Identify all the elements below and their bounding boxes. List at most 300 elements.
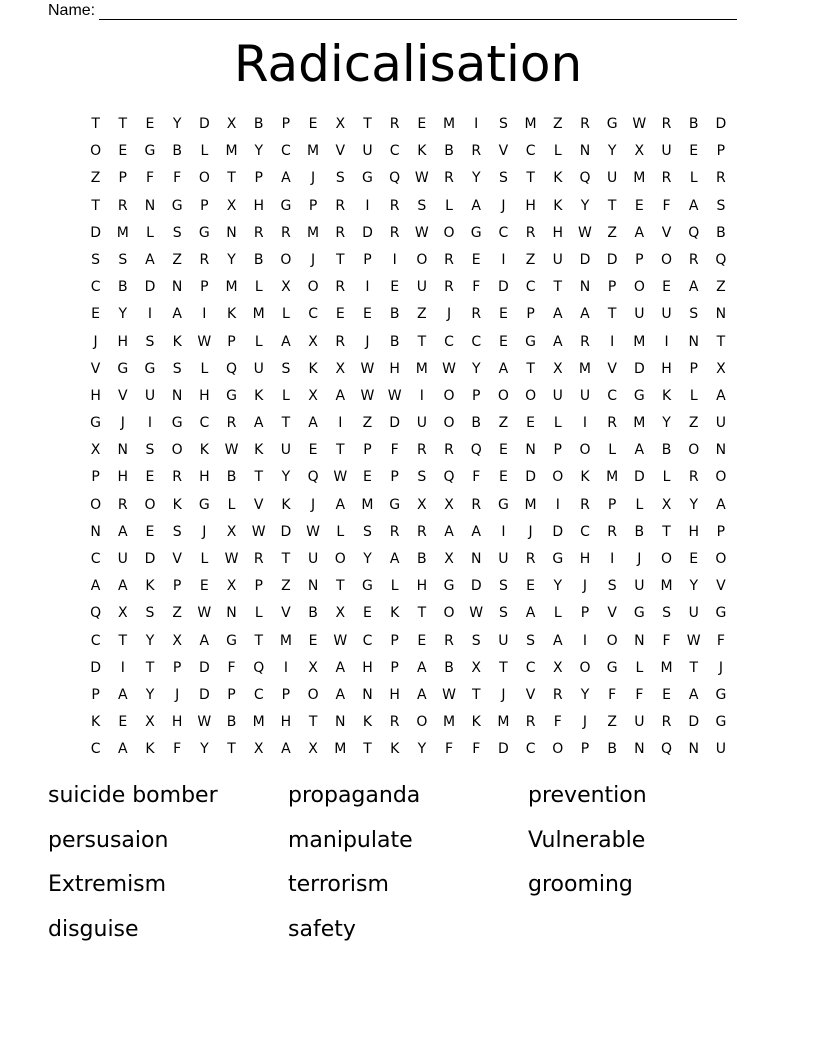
grid-letter: L	[146, 224, 154, 241]
word-list-item: suicide bomber	[48, 783, 218, 808]
grid-letter: H	[661, 360, 672, 377]
grid-letter: S	[417, 197, 427, 214]
grid-letter: P	[689, 360, 698, 377]
grid-letter: Y	[689, 578, 698, 595]
grid-letter: U	[280, 442, 292, 459]
grid-letter: Z	[525, 251, 536, 268]
grid-letter: N	[525, 442, 536, 459]
grid-letter: A	[552, 632, 563, 649]
grid-letter: M	[361, 496, 374, 513]
grid-letter: A	[308, 415, 318, 432]
grid-letter: P	[227, 686, 236, 703]
grid-letter: M	[633, 415, 646, 432]
grid-letter: R	[525, 551, 536, 567]
grid-letter: L	[635, 496, 644, 513]
grid-letter: E	[634, 197, 644, 214]
grid-letter: A	[716, 387, 726, 404]
grid-letter: S	[118, 251, 128, 268]
grid-letter: R	[661, 714, 672, 731]
grid-letter: P	[281, 686, 291, 703]
grid-letter: U	[688, 605, 699, 622]
grid-letter: W	[360, 360, 375, 377]
grid-letter: H	[552, 224, 564, 241]
grid-row	[82, 138, 742, 165]
grid-letter: R	[607, 415, 618, 432]
grid-letter: F	[472, 469, 481, 486]
grid-letter: H	[117, 469, 129, 486]
grid-letter: H	[253, 197, 264, 214]
grid-letter: W	[686, 632, 701, 649]
grid-letter: L	[200, 143, 209, 160]
grid-letter: I	[365, 279, 370, 296]
grid-letter: H	[280, 714, 292, 731]
grid-letter: G	[552, 551, 564, 567]
grid-letter: P	[172, 578, 182, 595]
grid-letter: O	[416, 714, 428, 731]
grid-letter: E	[145, 523, 155, 540]
grid-letter: G	[443, 578, 455, 595]
grid-row	[82, 247, 742, 274]
grid-letter: E	[526, 415, 536, 432]
grid-letter: O	[715, 469, 727, 486]
grid-letter: F	[390, 442, 399, 459]
grid-letter: G	[715, 714, 727, 731]
grid-letter: L	[390, 578, 399, 595]
grid-letter: Y	[172, 116, 182, 132]
grid-letter: O	[715, 551, 727, 567]
grid-letter: Z	[90, 170, 101, 187]
grid-letter: A	[335, 496, 346, 513]
grid-letter: N	[117, 442, 129, 459]
grid-letter: F	[553, 714, 562, 731]
grid-letter: C	[90, 279, 101, 296]
grid-letter: P	[363, 442, 372, 459]
grid-letter: A	[117, 741, 128, 758]
grid-letter: T	[526, 360, 535, 377]
grid-letter: P	[390, 659, 399, 676]
grid-letter: G	[362, 170, 373, 187]
grid-letter: G	[389, 496, 401, 513]
grid-letter: T	[662, 523, 671, 540]
grid-letter: O	[443, 415, 455, 432]
grid-letter: J	[93, 333, 98, 350]
grid-letter: W	[333, 469, 348, 486]
grid-letter: O	[579, 442, 591, 459]
grid-letter: X	[552, 360, 563, 377]
grid-letter: C	[90, 551, 101, 567]
grid-letter: C	[498, 224, 509, 241]
word-list-item: prevention	[528, 783, 647, 808]
grid-letter: Z	[607, 714, 617, 731]
grid-letter: C	[199, 415, 210, 432]
grid-letter: R	[471, 306, 482, 323]
grid-letter: M	[497, 714, 510, 731]
grid-letter: U	[661, 143, 672, 160]
grid-letter: D	[362, 224, 373, 241]
grid-letter: E	[471, 251, 481, 268]
grid-letter: V	[607, 360, 617, 377]
grid-letter: R	[471, 143, 482, 160]
grid-letter: C	[471, 333, 482, 350]
grid-letter: R	[389, 224, 400, 241]
grid-letter: V	[90, 360, 101, 377]
grid-letter: M	[524, 116, 537, 132]
grid-letter: X	[226, 197, 237, 214]
grid-letter: F	[472, 741, 481, 758]
name-field	[48, 0, 748, 20]
grid-letter: R	[688, 251, 699, 268]
grid-letter: E	[308, 116, 318, 132]
grid-letter: B	[389, 333, 400, 350]
grid-letter: R	[444, 279, 454, 296]
grid-letter: V	[716, 578, 726, 595]
word-list-item: grooming	[528, 872, 633, 897]
grid-letter: O	[633, 279, 645, 296]
grid-letter: M	[116, 224, 129, 241]
grid-letter: U	[634, 306, 645, 323]
grid-letter: P	[91, 469, 100, 486]
grid-letter: A	[552, 306, 563, 323]
grid-letter: O	[443, 387, 455, 404]
grid-letter: R	[416, 442, 427, 459]
grid-letter: A	[688, 197, 699, 214]
grid-letter: D	[552, 523, 564, 540]
grid-letter: A	[90, 578, 101, 595]
grid-letter: Z	[362, 415, 373, 432]
page-title: Radicalisation	[233, 35, 583, 93]
grid-letter: W	[197, 333, 212, 350]
word-list-item: disguise	[48, 916, 139, 942]
grid-letter: N	[144, 197, 156, 214]
grid-letter: X	[117, 605, 128, 622]
grid-letter: W	[578, 224, 592, 241]
grid-letter: M	[524, 496, 537, 513]
grid-letter: R	[661, 170, 672, 187]
grid-letter: V	[253, 496, 264, 513]
grid-letter: Q	[661, 741, 673, 758]
grid-letter: Y	[580, 686, 590, 703]
grid-letter: D	[90, 224, 101, 241]
grid-letter: G	[117, 360, 129, 377]
grid-letter: R	[335, 197, 346, 214]
grid-letter: L	[662, 469, 671, 486]
grid-letter: N	[307, 578, 319, 595]
grid-letter: M	[633, 170, 646, 187]
grid-row	[82, 329, 742, 356]
grid-letter: G	[606, 659, 618, 676]
grid-letter: T	[526, 170, 535, 187]
grid-letter: R	[253, 224, 264, 241]
grid-letter: S	[417, 469, 427, 486]
grid-letter: G	[226, 632, 237, 649]
grid-letter: W	[197, 605, 212, 622]
grid-letter: E	[498, 469, 508, 486]
grid-letter: R	[580, 116, 590, 132]
grid-letter: D	[198, 116, 210, 132]
grid-letter: T	[254, 469, 263, 486]
grid-letter: J	[582, 578, 588, 595]
grid-letter: Z	[552, 116, 563, 132]
grid-letter: Z	[688, 415, 699, 432]
grid-letter: Z	[172, 251, 182, 268]
grid-letter: S	[363, 523, 372, 540]
grid-letter: Y	[580, 197, 590, 214]
grid-letter: S	[716, 197, 726, 214]
grid-letter: R	[389, 523, 400, 540]
grid-letter: H	[90, 387, 101, 404]
grid-row	[82, 165, 742, 192]
grid-letter: P	[580, 741, 590, 758]
grid-letter: S	[145, 333, 155, 350]
grid-letter: K	[471, 714, 481, 731]
grid-letter: E	[498, 333, 508, 350]
grid-letter: R	[335, 279, 346, 296]
grid-letter: Q	[389, 170, 401, 187]
grid-letter: E	[417, 632, 427, 649]
grid-letter: K	[145, 578, 155, 595]
grid-row	[82, 274, 742, 301]
grid-letter: R	[580, 496, 590, 513]
grid-letter: X	[471, 659, 482, 676]
grid-letter: U	[661, 306, 672, 323]
grid-letter: U	[498, 632, 509, 649]
grid-letter: O	[171, 442, 183, 459]
grid-letter: X	[661, 496, 672, 513]
grid-letter: J	[120, 415, 125, 432]
grid-letter: R	[552, 686, 563, 703]
grid-letter: U	[634, 578, 645, 595]
grid-row	[82, 628, 742, 655]
grid-letter: M	[633, 333, 646, 350]
grid-letter: B	[226, 714, 237, 731]
grid-letter: O	[552, 741, 564, 758]
grid-letter: E	[308, 442, 318, 459]
grid-letter: G	[525, 333, 537, 350]
grid-letter: C	[607, 387, 618, 404]
grid-letter: A	[417, 659, 427, 676]
grid-letter: E	[662, 279, 671, 296]
grid-letter: I	[392, 251, 397, 268]
grid-letter: X	[90, 442, 101, 459]
grid-letter: B	[172, 143, 182, 160]
grid-letter: X	[308, 659, 318, 676]
grid-letter: Q	[688, 224, 700, 241]
grid-letter: K	[172, 496, 182, 513]
grid-letter: H	[525, 197, 536, 214]
grid-letter: P	[471, 387, 481, 404]
grid-letter: O	[497, 387, 509, 404]
grid-letter: G	[715, 686, 727, 703]
grid-letter: S	[335, 170, 345, 187]
grid-letter: A	[253, 415, 264, 432]
grid-letter: X	[281, 279, 291, 296]
grid-letter: L	[282, 306, 290, 323]
grid-letter: A	[335, 686, 346, 703]
grid-letter: R	[253, 551, 264, 567]
grid-letter: K	[308, 360, 318, 377]
grid-letter: I	[474, 116, 479, 132]
grid-letter: T	[689, 659, 698, 676]
grid-letter: Y	[118, 306, 128, 323]
grid-letter: M	[252, 306, 265, 323]
grid-letter: R	[335, 224, 346, 241]
grid-letter: G	[144, 360, 156, 377]
grid-letter: E	[91, 306, 101, 323]
grid-letter: A	[525, 605, 536, 622]
grid-letter: A	[117, 578, 128, 595]
grid-letter: E	[689, 143, 699, 160]
grid-letter: S	[498, 605, 508, 622]
grid-letter: L	[227, 496, 236, 513]
grid-letter: E	[199, 578, 209, 595]
grid-letter: P	[553, 442, 562, 459]
grid-letter: C	[525, 741, 536, 758]
grid-letter: O	[198, 170, 210, 187]
grid-letter: M	[442, 116, 456, 132]
grid-letter: C	[580, 523, 590, 540]
grid-letter: B	[417, 551, 427, 567]
grid-letter: S	[498, 170, 508, 187]
grid-letter: C	[308, 306, 318, 323]
grid-letter: P	[254, 578, 263, 595]
grid-letter: E	[308, 632, 318, 649]
grid-letter: K	[417, 143, 427, 160]
grid-letter: N	[715, 306, 727, 323]
grid-letter: D	[498, 279, 509, 296]
grid-row	[82, 600, 742, 627]
grid-letter: R	[661, 116, 672, 132]
grid-letter: Y	[689, 496, 698, 513]
grid-letter: P	[607, 279, 617, 296]
grid-letter: G	[90, 415, 102, 432]
grid-letter: V	[281, 605, 291, 622]
grid-letter: T	[417, 605, 427, 622]
grid-row	[82, 655, 742, 682]
grid-letter: J	[202, 523, 207, 540]
grid-letter: S	[145, 605, 155, 622]
grid-letter: X	[444, 496, 454, 513]
grid-letter: D	[579, 251, 591, 268]
grid-letter: N	[171, 279, 183, 296]
grid-letter: G	[280, 197, 292, 214]
grid-letter: B	[716, 224, 726, 241]
grid-letter: D	[715, 116, 727, 132]
grid-letter: H	[688, 523, 699, 540]
grid-letter: X	[552, 659, 563, 676]
grid-letter: J	[311, 251, 316, 268]
grid-letter: S	[172, 523, 182, 540]
grid-letter: R	[416, 523, 427, 540]
grid-letter: N	[470, 551, 482, 567]
grid-letter: W	[442, 360, 456, 377]
word-list-item: terrorism	[288, 872, 389, 897]
grid-letter: E	[498, 306, 508, 323]
grid-letter: A	[580, 306, 590, 323]
grid-letter: W	[360, 387, 375, 404]
grid-letter: C	[444, 333, 454, 350]
grid-letter: T	[336, 442, 345, 459]
grid-letter: X	[226, 116, 237, 132]
grid-letter: E	[363, 469, 372, 486]
grid-letter: P	[91, 686, 100, 703]
grid-letter: O	[552, 469, 564, 486]
grid-letter: Q	[443, 469, 455, 486]
grid-letter: A	[552, 333, 563, 350]
grid-letter: W	[224, 551, 239, 567]
grid-letter: U	[416, 415, 427, 432]
grid-letter: O	[525, 387, 537, 404]
grid-letter: F	[472, 279, 481, 296]
grid-letter: S	[607, 578, 617, 595]
grid-letter: X	[335, 360, 346, 377]
grid-letter: F	[445, 741, 454, 758]
grid-letter: F	[662, 197, 671, 214]
grid-letter: F	[173, 741, 182, 758]
grid-letter: K	[145, 741, 155, 758]
grid-letter: M	[225, 143, 238, 160]
grid-letter: X	[226, 578, 237, 595]
word-list-item: manipulate	[288, 827, 413, 853]
grid-letter: L	[254, 605, 263, 622]
grid-letter: B	[661, 442, 672, 459]
grid-letter: S	[498, 116, 508, 132]
grid-letter: P	[281, 116, 291, 132]
grid-letter: R	[471, 496, 482, 513]
grid-letter: P	[607, 496, 617, 513]
grid-letter: G	[362, 578, 373, 595]
grid-letter: A	[145, 251, 155, 268]
grid-letter: L	[200, 360, 209, 377]
grid-letter: D	[498, 741, 509, 758]
grid-letter: Z	[172, 605, 182, 622]
grid-letter: Q	[226, 360, 238, 377]
grid-letter: L	[336, 523, 345, 540]
grid-letter: K	[580, 469, 590, 486]
grid-letter: Y	[281, 469, 291, 486]
grid-letter: Z	[417, 306, 427, 323]
grid-letter: V	[335, 143, 346, 160]
grid-letter: D	[144, 279, 156, 296]
grid-letter: X	[253, 741, 264, 758]
grid-letter: R	[117, 197, 128, 214]
grid-letter: G	[606, 116, 618, 132]
grid-letter: X	[444, 551, 454, 567]
grid-letter: Q	[253, 659, 265, 676]
grid-letter: T	[308, 714, 318, 731]
grid-letter: A	[281, 170, 291, 187]
grid-row	[82, 736, 742, 763]
grid-letter: K	[553, 170, 563, 187]
grid-letter: O	[307, 686, 319, 703]
grid-letter: N	[335, 714, 346, 731]
grid-letter: N	[362, 686, 373, 703]
grid-letter: N	[90, 523, 101, 540]
grid-letter: P	[200, 197, 209, 214]
grid-letter: A	[117, 686, 128, 703]
grid-letter: E	[526, 578, 536, 595]
grid-letter: R	[389, 116, 400, 132]
grid-letter: V	[525, 686, 536, 703]
grid-letter: C	[525, 659, 536, 676]
grid-letter: I	[202, 306, 207, 323]
grid-letter: X	[335, 605, 346, 622]
grid-letter: D	[198, 659, 210, 676]
grid-letter: G	[633, 605, 645, 622]
grid-letter: L	[254, 279, 263, 296]
grid-letter: T	[363, 741, 372, 758]
grid-letter: W	[469, 605, 484, 622]
grid-letter: U	[362, 143, 373, 160]
